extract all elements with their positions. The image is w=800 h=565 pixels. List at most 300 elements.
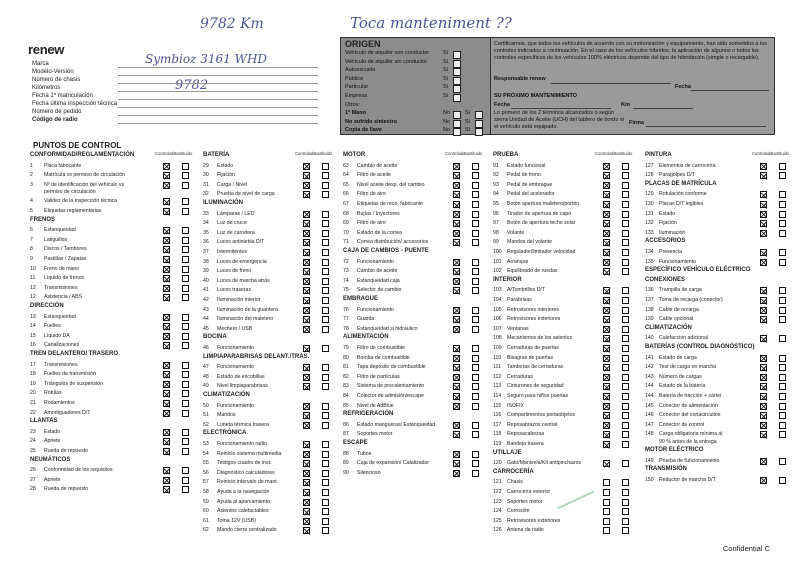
sustituido-checkbox[interactable] [622,345,629,352]
controlado-checkbox[interactable] [453,364,460,371]
sustituido-checkbox[interactable] [182,448,189,455]
sustituido-checkbox[interactable] [472,326,479,333]
sustituido-checkbox[interactable] [182,237,189,244]
sustituido-checkbox[interactable] [182,198,189,205]
sustituido-checkbox[interactable] [622,287,629,294]
sustituido-checkbox[interactable] [322,403,329,410]
controlado-checkbox[interactable] [603,479,610,486]
sustituido-checkbox[interactable] [322,172,329,179]
controlado-checkbox[interactable] [603,287,610,294]
sustituido-checkbox[interactable] [472,211,479,218]
controlado-checkbox[interactable] [303,278,310,285]
controlado-checkbox[interactable] [603,335,610,342]
origin-checkbox[interactable] [475,111,483,119]
sustituido-checkbox[interactable] [182,333,189,340]
sustituido-checkbox[interactable] [472,316,479,323]
sustituido-checkbox[interactable] [779,393,786,400]
sustituido-checkbox[interactable] [472,451,479,458]
controlado-checkbox[interactable] [453,287,460,294]
sustituido-checkbox[interactable] [622,441,629,448]
sustituido-checkbox[interactable] [322,211,329,218]
controlado-checkbox[interactable] [163,227,170,234]
sustituido-checkbox[interactable] [182,467,189,474]
sustituido-checkbox[interactable] [322,278,329,285]
sustituido-checkbox[interactable] [182,438,189,445]
controlado-checkbox[interactable] [453,470,460,477]
sustituido-checkbox[interactable] [182,294,189,301]
controlado-checkbox[interactable] [163,400,170,407]
controlado-checkbox[interactable] [603,441,610,448]
sustituido-checkbox[interactable] [182,246,189,253]
controlado-checkbox[interactable] [760,201,767,208]
controlado-checkbox[interactable] [303,479,310,486]
controlado-checkbox[interactable] [760,230,767,237]
sustituido-checkbox[interactable] [322,182,329,189]
controlado-checkbox[interactable] [603,268,610,275]
controlado-checkbox[interactable] [163,163,170,170]
sustituido-checkbox[interactable] [472,470,479,477]
controlado-checkbox[interactable] [303,412,310,419]
sustituido-checkbox[interactable] [322,412,329,419]
controlado-checkbox[interactable] [303,441,310,448]
controlado-checkbox[interactable] [603,393,610,400]
controlado-checkbox[interactable] [163,314,170,321]
sustituido-checkbox[interactable] [779,316,786,323]
controlado-checkbox[interactable] [453,201,460,208]
controlado-checkbox[interactable] [760,364,767,371]
controlado-checkbox[interactable] [163,198,170,205]
controlado-checkbox[interactable] [303,230,310,237]
controlado-checkbox[interactable] [603,355,610,362]
sustituido-checkbox[interactable] [322,163,329,170]
sustituido-checkbox[interactable] [472,163,479,170]
sustituido-checkbox[interactable] [622,211,629,218]
sustituido-checkbox[interactable] [622,412,629,419]
controlado-checkbox[interactable] [603,499,610,506]
sustituido-checkbox[interactable] [322,297,329,304]
sustituido-checkbox[interactable] [322,345,329,352]
controlado-checkbox[interactable] [603,230,610,237]
sustituido-checkbox[interactable] [779,287,786,294]
sustituido-checkbox[interactable] [622,220,629,227]
controlado-checkbox[interactable] [603,211,610,218]
sustituido-checkbox[interactable] [622,431,629,438]
sustituido-checkbox[interactable] [322,326,329,333]
sustituido-checkbox[interactable] [322,527,329,534]
sustituido-checkbox[interactable] [472,287,479,294]
sustituido-checkbox[interactable] [779,307,786,314]
sustituido-checkbox[interactable] [779,403,786,410]
controlado-checkbox[interactable] [760,172,767,179]
sustituido-checkbox[interactable] [622,326,629,333]
origin-checkbox[interactable] [475,120,483,128]
controlado-checkbox[interactable] [303,422,310,429]
controlado-checkbox[interactable] [163,246,170,253]
controlado-checkbox[interactable] [163,275,170,282]
controlado-checkbox[interactable] [163,266,170,273]
origin-checkbox[interactable] [453,77,461,85]
sustituido-checkbox[interactable] [779,259,786,266]
sustituido-checkbox[interactable] [322,479,329,486]
sustituido-checkbox[interactable] [779,249,786,256]
sustituido-checkbox[interactable] [322,460,329,467]
sustituido-checkbox[interactable] [472,364,479,371]
controlado-checkbox[interactable] [453,422,460,429]
sustituido-checkbox[interactable] [622,489,629,496]
sustituido-checkbox[interactable] [622,355,629,362]
controlado-checkbox[interactable] [163,448,170,455]
sustituido-checkbox[interactable] [182,429,189,436]
sustituido-checkbox[interactable] [622,499,629,506]
origin-checkbox[interactable] [453,128,461,136]
controlado-checkbox[interactable] [760,458,767,465]
sustituido-checkbox[interactable] [779,172,786,179]
controlado-checkbox[interactable] [603,422,610,429]
controlado-checkbox[interactable] [453,393,460,400]
sustituido-checkbox[interactable] [779,163,786,170]
sustituido-checkbox[interactable] [622,479,629,486]
controlado-checkbox[interactable] [603,431,610,438]
origin-checkbox[interactable] [453,85,461,93]
controlado-checkbox[interactable] [303,211,310,218]
sustituido-checkbox[interactable] [182,172,189,179]
controlado-checkbox[interactable] [603,163,610,170]
sustituido-checkbox[interactable] [322,518,329,525]
sustituido-checkbox[interactable] [622,249,629,256]
controlado-checkbox[interactable] [453,374,460,381]
controlado-checkbox[interactable] [760,403,767,410]
sustituido-checkbox[interactable] [779,383,786,390]
sustituido-checkbox[interactable] [472,201,479,208]
controlado-checkbox[interactable] [603,374,610,381]
sustituido-checkbox[interactable] [779,374,786,381]
sustituido-checkbox[interactable] [472,307,479,314]
sustituido-checkbox[interactable] [472,278,479,285]
sustituido-checkbox[interactable] [472,220,479,227]
sustituido-checkbox[interactable] [322,230,329,237]
sustituido-checkbox[interactable] [622,422,629,429]
controlado-checkbox[interactable] [303,191,310,198]
controlado-checkbox[interactable] [603,412,610,419]
controlado-checkbox[interactable] [760,163,767,170]
sustituido-checkbox[interactable] [622,316,629,323]
controlado-checkbox[interactable] [163,467,170,474]
controlado-checkbox[interactable] [603,201,610,208]
controlado-checkbox[interactable] [453,278,460,285]
sustituido-checkbox[interactable] [182,371,189,378]
origin-checkbox[interactable] [475,128,483,136]
sustituido-checkbox[interactable] [622,268,629,275]
controlado-checkbox[interactable] [760,422,767,429]
sustituido-checkbox[interactable] [779,335,786,342]
sustituido-checkbox[interactable] [472,268,479,275]
controlado-checkbox[interactable] [303,163,310,170]
sustituido-checkbox[interactable] [472,259,479,266]
controlado-checkbox[interactable] [303,518,310,525]
controlado-checkbox[interactable] [760,374,767,381]
controlado-checkbox[interactable] [303,316,310,323]
controlado-checkbox[interactable] [760,287,767,294]
sustituido-checkbox[interactable] [322,220,329,227]
origin-checkbox[interactable] [453,51,461,59]
controlado-checkbox[interactable] [453,326,460,333]
controlado-checkbox[interactable] [603,316,610,323]
sustituido-checkbox[interactable] [322,316,329,323]
controlado-checkbox[interactable] [303,460,310,467]
sustituido-checkbox[interactable] [622,518,629,525]
sustituido-checkbox[interactable] [622,364,629,371]
sustituido-checkbox[interactable] [622,239,629,246]
sustituido-checkbox[interactable] [182,342,189,349]
sustituido-checkbox[interactable] [622,191,629,198]
sustituido-checkbox[interactable] [472,239,479,246]
sustituido-checkbox[interactable] [182,410,189,417]
controlado-checkbox[interactable] [163,182,170,189]
sustituido-checkbox[interactable] [182,314,189,321]
sustituido-checkbox[interactable] [472,191,479,198]
sustituido-checkbox[interactable] [622,172,629,179]
sustituido-checkbox[interactable] [322,307,329,314]
sustituido-checkbox[interactable] [322,249,329,256]
origin-checkbox[interactable] [453,60,461,68]
controlado-checkbox[interactable] [163,294,170,301]
sustituido-checkbox[interactable] [322,441,329,448]
sustituido-checkbox[interactable] [779,230,786,237]
controlado-checkbox[interactable] [603,191,610,198]
sustituido-checkbox[interactable] [779,355,786,362]
sustituido-checkbox[interactable] [182,323,189,330]
controlado-checkbox[interactable] [453,316,460,323]
origin-checkbox[interactable] [453,94,461,102]
controlado-checkbox[interactable] [760,307,767,314]
controlado-checkbox[interactable] [760,191,767,198]
controlado-checkbox[interactable] [453,460,460,467]
sustituido-checkbox[interactable] [622,182,629,189]
controlado-checkbox[interactable] [163,256,170,263]
controlado-checkbox[interactable] [163,208,170,215]
controlado-checkbox[interactable] [453,383,460,390]
sustituido-checkbox[interactable] [182,400,189,407]
sustituido-checkbox[interactable] [622,383,629,390]
controlado-checkbox[interactable] [303,499,310,506]
controlado-checkbox[interactable] [603,172,610,179]
controlado-checkbox[interactable] [303,470,310,477]
sustituido-checkbox[interactable] [779,297,786,304]
controlado-checkbox[interactable] [760,249,767,256]
controlado-checkbox[interactable] [760,393,767,400]
sustituido-checkbox[interactable] [622,230,629,237]
sustituido-checkbox[interactable] [472,230,479,237]
controlado-checkbox[interactable] [453,431,460,438]
sustituido-checkbox[interactable] [779,201,786,208]
sustituido-checkbox[interactable] [472,182,479,189]
controlado-checkbox[interactable] [603,326,610,333]
controlado-checkbox[interactable] [603,489,610,496]
controlado-checkbox[interactable] [163,172,170,179]
controlado-checkbox[interactable] [303,239,310,246]
controlado-checkbox[interactable] [453,172,460,179]
sustituido-checkbox[interactable] [182,208,189,215]
controlado-checkbox[interactable] [303,527,310,534]
sustituido-checkbox[interactable] [779,191,786,198]
sustituido-checkbox[interactable] [182,163,189,170]
controlado-checkbox[interactable] [453,259,460,266]
sustituido-checkbox[interactable] [472,374,479,381]
sustituido-checkbox[interactable] [472,172,479,179]
origin-checkbox[interactable] [453,68,461,76]
controlado-checkbox[interactable] [303,307,310,314]
controlado-checkbox[interactable] [303,172,310,179]
sustituido-checkbox[interactable] [182,285,189,292]
controlado-checkbox[interactable] [163,410,170,417]
controlado-checkbox[interactable] [760,211,767,218]
sustituido-checkbox[interactable] [182,362,189,369]
controlado-checkbox[interactable] [303,268,310,275]
sustituido-checkbox[interactable] [622,201,629,208]
controlado-checkbox[interactable] [163,333,170,340]
controlado-checkbox[interactable] [303,259,310,266]
controlado-checkbox[interactable] [760,335,767,342]
controlado-checkbox[interactable] [453,191,460,198]
controlado-checkbox[interactable] [163,323,170,330]
controlado-checkbox[interactable] [603,345,610,352]
controlado-checkbox[interactable] [760,477,767,484]
controlado-checkbox[interactable] [760,412,767,419]
controlado-checkbox[interactable] [453,403,460,410]
controlado-checkbox[interactable] [603,518,610,525]
sustituido-checkbox[interactable] [322,508,329,515]
controlado-checkbox[interactable] [603,297,610,304]
controlado-checkbox[interactable] [303,345,310,352]
controlado-checkbox[interactable] [303,249,310,256]
controlado-checkbox[interactable] [453,182,460,189]
controlado-checkbox[interactable] [453,239,460,246]
sustituido-checkbox[interactable] [779,431,786,438]
sustituido-checkbox[interactable] [322,374,329,381]
controlado-checkbox[interactable] [453,451,460,458]
sustituido-checkbox[interactable] [622,393,629,400]
controlado-checkbox[interactable] [453,307,460,314]
sustituido-checkbox[interactable] [322,239,329,246]
sustituido-checkbox[interactable] [472,403,479,410]
sustituido-checkbox[interactable] [622,460,629,467]
controlado-checkbox[interactable] [603,460,610,467]
controlado-checkbox[interactable] [453,268,460,275]
controlado-checkbox[interactable] [603,508,610,515]
controlado-checkbox[interactable] [603,220,610,227]
sustituido-checkbox[interactable] [779,220,786,227]
controlado-checkbox[interactable] [303,383,310,390]
controlado-checkbox[interactable] [163,381,170,388]
controlado-checkbox[interactable] [760,259,767,266]
sustituido-checkbox[interactable] [622,527,629,534]
sustituido-checkbox[interactable] [472,422,479,429]
controlado-checkbox[interactable] [303,374,310,381]
controlado-checkbox[interactable] [760,297,767,304]
sustituido-checkbox[interactable] [322,489,329,496]
sustituido-checkbox[interactable] [472,355,479,362]
controlado-checkbox[interactable] [303,182,310,189]
sustituido-checkbox[interactable] [622,307,629,314]
controlado-checkbox[interactable] [603,182,610,189]
controlado-checkbox[interactable] [453,230,460,237]
controlado-checkbox[interactable] [603,239,610,246]
sustituido-checkbox[interactable] [622,508,629,515]
sustituido-checkbox[interactable] [182,256,189,263]
controlado-checkbox[interactable] [163,371,170,378]
controlado-checkbox[interactable] [760,383,767,390]
controlado-checkbox[interactable] [603,527,610,534]
controlado-checkbox[interactable] [163,285,170,292]
controlado-checkbox[interactable] [453,345,460,352]
sustituido-checkbox[interactable] [182,390,189,397]
controlado-checkbox[interactable] [453,220,460,227]
controlado-checkbox[interactable] [303,403,310,410]
controlado-checkbox[interactable] [163,362,170,369]
sustituido-checkbox[interactable] [182,182,189,189]
sustituido-checkbox[interactable] [322,499,329,506]
sustituido-checkbox[interactable] [622,335,629,342]
controlado-checkbox[interactable] [303,364,310,371]
sustituido-checkbox[interactable] [182,486,189,493]
sustituido-checkbox[interactable] [779,477,786,484]
controlado-checkbox[interactable] [603,259,610,266]
sustituido-checkbox[interactable] [622,297,629,304]
controlado-checkbox[interactable] [163,390,170,397]
origin-checkbox[interactable] [453,120,461,128]
sustituido-checkbox[interactable] [182,275,189,282]
sustituido-checkbox[interactable] [322,422,329,429]
controlado-checkbox[interactable] [303,287,310,294]
controlado-checkbox[interactable] [163,477,170,484]
sustituido-checkbox[interactable] [322,287,329,294]
sustituido-checkbox[interactable] [322,470,329,477]
controlado-checkbox[interactable] [760,431,767,438]
controlado-checkbox[interactable] [760,220,767,227]
sustituido-checkbox[interactable] [322,191,329,198]
origin-checkbox[interactable] [453,111,461,119]
sustituido-checkbox[interactable] [322,268,329,275]
controlado-checkbox[interactable] [163,342,170,349]
controlado-checkbox[interactable] [303,451,310,458]
sustituido-checkbox[interactable] [779,211,786,218]
sustituido-checkbox[interactable] [472,345,479,352]
sustituido-checkbox[interactable] [322,383,329,390]
sustituido-checkbox[interactable] [322,364,329,371]
sustituido-checkbox[interactable] [622,259,629,266]
controlado-checkbox[interactable] [163,429,170,436]
sustituido-checkbox[interactable] [472,383,479,390]
controlado-checkbox[interactable] [453,355,460,362]
sustituido-checkbox[interactable] [779,364,786,371]
sustituido-checkbox[interactable] [779,422,786,429]
sustituido-checkbox[interactable] [622,374,629,381]
controlado-checkbox[interactable] [303,508,310,515]
sustituido-checkbox[interactable] [779,458,786,465]
controlado-checkbox[interactable] [603,383,610,390]
sustituido-checkbox[interactable] [182,266,189,273]
sustituido-checkbox[interactable] [472,393,479,400]
controlado-checkbox[interactable] [163,438,170,445]
controlado-checkbox[interactable] [163,486,170,493]
sustituido-checkbox[interactable] [779,412,786,419]
controlado-checkbox[interactable] [453,211,460,218]
controlado-checkbox[interactable] [303,489,310,496]
controlado-checkbox[interactable] [603,403,610,410]
sustituido-checkbox[interactable] [472,460,479,467]
sustituido-checkbox[interactable] [182,477,189,484]
sustituido-checkbox[interactable] [472,431,479,438]
